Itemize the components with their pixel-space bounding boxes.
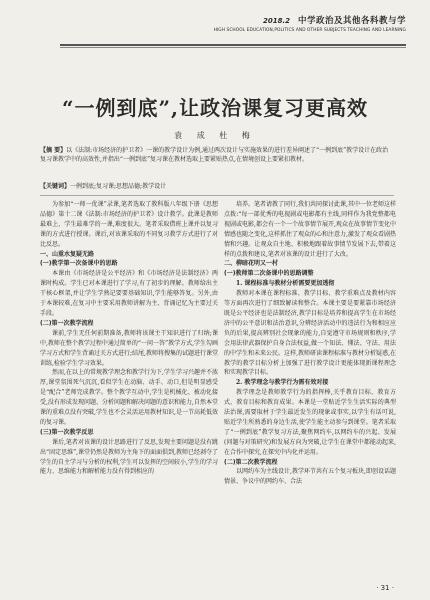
- body-paragraph: 课后,笔者对该课的设计思路进行了反思,发现主要问题是没有跳出“固定思维”,课堂仍然是教师为主角下的面面俱到,教师已经剥夺了学生的自主学习与分析的权利,学生可以发挥的空间较小,学生的学习能力、思维能力和解析能力没有得到相应的: [40, 438, 218, 476]
- abstract-text: 以《法制:市场经济的护卫者》一课的教学设计为例,通过两次设计与实施效果的进行差异阐述了“一例到底”教学设计在政治复习课教学中的高效性,并指出“一例到底”复习课在教材选取上要紧贴热点,在情境创设上要紧扣教材。: [40, 147, 389, 164]
- issue-number: 2018.2: [262, 17, 290, 25]
- journal-header: [60, 14, 406, 58]
- section-heading: (二)第二次教学流程: [224, 458, 278, 466]
- page-number: · 31 ·: [376, 584, 394, 592]
- body-paragraph: 教师对本课在课程标准、教学目标、教学重难点及教材内容等方面再次进行了细致解读和整合。本课主要是要紧靠市场经济既是公平经济也是法制经济,教学目标是培养和提高学生在市场经济中的公平意识和法治意识,分辨经济活动中的违法行为和相应应负的后果,提高辨别社会现象的能力,自觉遵守市场规则和秩序,学会用法律武器保护自身合法权益,做一个知法、懂法、守法、用法的中学生和未来公民。这样,教师研读课程标准与教材分析疑惑,在教学的教学目标分析上加强了进行教学设计更能体现新课程理念和实现教学目标。: [224, 290, 396, 377]
- abstract: [40, 146, 394, 165]
- body-paragraph: 以网约车为主线设计,教学环节共有五个复习板块,即创设话题情景、争议中的网约车、合法: [224, 468, 396, 486]
- section-heading: 2. 教学理念与教学行为需有效对接: [236, 379, 329, 387]
- section-heading: 1. 课程标准与教材分析需要更加透彻: [236, 280, 335, 288]
- article-authors: 袁 成 杜 梅: [174, 131, 256, 140]
- keywords-text: 一例到底;复习课;思想品德;教学设计: [70, 183, 167, 190]
- section-heading: (二)第一次教学流程: [40, 319, 94, 327]
- body-column-left: [40, 200, 218, 477]
- body-paragraph: 为参加“一师一优课”录课,笔者选取了教科版八年级下册《思想品德》第十二课《法制:市场经济的护卫者》设计教学。此课是教师最难上、学生最难学的一课,难度很大。笔者采取借班上课并以复习课的方式进行授课。课后,对该课采取的不同复习教学方式进行了对比反思。: [40, 201, 218, 248]
- body-paragraph: 教学理念是教师教学行为的指挥棒,关乎教育目标、教育方式、教育目标和教育成果。本课是一堂贴近学生生活实际的典型法治课,需要取材于学生最近发生的现象或事实,以学生有话可说,贴近学生所熟悉的身边生活,使学生能主动参与到课堂。笔者采取了“一例到底”教学复习方法,聚焦网约车,以网约车的兴起、发展(问题与对策研究)和发展方向为突破,让学生在课堂中都能动起来,在合作中探究,在探究中内化并运用。: [224, 389, 396, 456]
- body-paragraph: 然而,在以上的常规教学理念和教学行为下,学生学习兴趣并不浓厚,课堂氛围死气沉沉,看似学生在动脑、动手、动口,但是明显感受是“配合”老师完成教学。整个教学互动中,学生是机械化、被动化接受,没有形成发现问题、分析问题和解决问题的意识和能力,自然本堂课的重难点没有突破,学生也不会灵活运用教材知识,是一节高耗低效的复习课。: [40, 369, 218, 426]
- body-paragraph: 培养。笔者请教了同行,我们共同探讨此课,其中一位老师这样点拨:“每一部优秀的电视剧或电影都有主线,同样作为我党整都电视剧或电影,都会有一个一个故事情节展开,观众在故事情节变化中情感也随之变化,这样抓住了观众的心和注意力,激发了观众看剧热情和兴趣。让观众自主地、积极地跟着故事情节发展下去,带着这样的点拨和建议,笔者对该课的设计进行了大改。: [224, 201, 396, 258]
- section-heading: (一)教师第二次备课中的思路调整: [224, 270, 314, 278]
- section-heading: (一)教学第一次备课中的思路: [40, 260, 118, 268]
- abstract-label: 【摘 要】: [40, 147, 67, 154]
- header-rule: [60, 44, 406, 46]
- section-heading: (三)第一次教学反思: [40, 428, 94, 436]
- body-paragraph: 本课由《市场经济是公平经济》和《市场经济是法制经济》两课时构成。学生已对本课进行了学习,有了初步的理解。教师给出主干核心框架,并让学生学熟记要要基础知识,学生能够答复。另外,由于本课较难,在复习中主要采用教师讲解为主、背诵记忆为主要过关手段。: [40, 270, 218, 317]
- section-heading: 二、柳暗花明又一村: [224, 260, 279, 268]
- keywords: [40, 182, 394, 191]
- section-heading: 一、山重水复疑无路: [40, 250, 95, 258]
- journal-english-name: HIGH SCHOOL EDUCATION,POLITICS AND OTHER SUBJECTS TEACHING AND LEARNING: [213, 28, 406, 33]
- header-rule-thin: [60, 47, 406, 48]
- header-top-line: [60, 14, 406, 26]
- abstract-separator: [40, 195, 394, 196]
- body-paragraph: 课前,学生无任何前期准备,教师将该课主干知识进行了归纳;课中,教师在整个教学过程中通过简单的“一问一答”教学方式,学生勾画学习方式和学生背诵过关方式进行;结尾,教师将搜集的试题进行课堂训练,检验学生学习效果。: [40, 329, 218, 367]
- article-title: “一例到底”,让政治课复习更高效: [62, 96, 368, 120]
- body-column-right: [224, 200, 396, 487]
- keywords-label: 【关键词】: [40, 183, 71, 190]
- journal-name: 中学政治及其他各科教与学: [297, 16, 406, 26]
